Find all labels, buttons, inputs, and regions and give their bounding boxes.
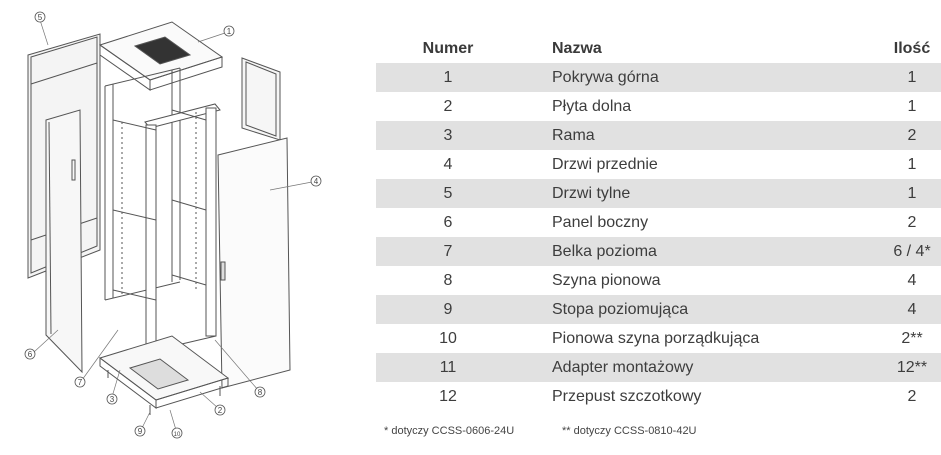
table-row: [376, 121, 941, 150]
cell-name: Stopa poziomująca: [552, 300, 689, 318]
cell-qty: 4: [907, 300, 917, 318]
table-row: [376, 295, 941, 324]
cell-number: 5: [443, 184, 453, 202]
cell-qty: 1: [907, 184, 917, 202]
cell-qty: 12**: [896, 358, 928, 376]
cell-name: Panel boczny: [552, 213, 649, 231]
cell-qty: 2: [907, 387, 917, 405]
callout-10: 10: [173, 432, 181, 438]
callout-8: 8: [257, 388, 263, 397]
cell-number: 4: [443, 155, 453, 173]
callout-4: 4: [313, 177, 319, 186]
top-cover-drawing: [100, 22, 222, 90]
cell-number: 10: [439, 329, 457, 347]
parts-table: [376, 34, 941, 411]
header-number: Numer: [422, 39, 474, 57]
table-row: [376, 353, 941, 382]
header-qty: Ilość: [893, 39, 931, 57]
cell-name: Pionowa szyna porządkująca: [552, 329, 760, 347]
cell-number: 8: [443, 271, 453, 289]
cell-name: Płyta dolna: [552, 97, 632, 115]
cell-qty: 2**: [901, 329, 923, 347]
callout-3: 3: [109, 395, 115, 404]
cell-name: Pokrywa górna: [552, 68, 659, 86]
table-row: [376, 208, 941, 237]
rack-exploded-diagram: [0, 0, 360, 455]
callout-2: 2: [217, 406, 223, 415]
cell-name: Drzwi tylne: [552, 184, 631, 202]
cell-qty: 2: [907, 213, 917, 231]
front-door-drawing: [218, 138, 290, 388]
cell-number: 12: [439, 387, 457, 405]
table-row: [376, 150, 941, 179]
header-name: Nazwa: [552, 39, 602, 57]
cell-number: 7: [443, 242, 453, 260]
footnote-double-asterisk: ** dotyczy CCSS-0810-42U: [562, 425, 697, 437]
callout-5: 5: [37, 13, 43, 22]
callout-9: 9: [137, 427, 143, 436]
cell-number: 11: [439, 358, 457, 376]
cell-name: Belka pozioma: [552, 242, 657, 260]
table-row: [376, 92, 941, 121]
cell-number: 6: [443, 213, 453, 231]
table-row: [376, 237, 941, 266]
table-row: [376, 63, 941, 92]
cell-number: 1: [443, 68, 453, 86]
table-row: [376, 324, 941, 353]
cell-name: Szyna pionowa: [552, 271, 661, 289]
cell-number: 2: [443, 97, 453, 115]
cell-number: 9: [443, 300, 453, 318]
table-row: [376, 179, 941, 208]
cell-number: 3: [443, 126, 453, 144]
cell-qty: 2: [907, 126, 917, 144]
footnote-single-asterisk: * dotyczy CCSS-0606-24U: [384, 425, 515, 437]
cell-qty: 1: [907, 68, 917, 86]
cell-qty: 1: [907, 97, 917, 115]
table-header-row: [376, 34, 941, 63]
cell-name: Rama: [552, 126, 595, 144]
callout-7: 7: [77, 378, 83, 387]
rear-side-panel-drawing: [242, 58, 280, 140]
bottom-plate-drawing: [100, 336, 228, 415]
callout-6: 6: [27, 350, 33, 359]
side-panel-drawing: [46, 110, 82, 372]
cell-name: Drzwi przednie: [552, 155, 658, 173]
cell-qty: 1: [907, 155, 917, 173]
table-row: [376, 266, 941, 295]
callout-1: 1: [226, 27, 232, 36]
cell-name: Adapter montażowy: [552, 358, 694, 376]
cell-name: Przepust szczotkowy: [552, 387, 702, 405]
rear-frame-drawing: [105, 68, 180, 300]
table-row: [376, 382, 941, 411]
front-frame-drawing: [113, 104, 220, 350]
cell-qty: 4: [907, 271, 917, 289]
cell-qty: 6 / 4*: [893, 242, 931, 260]
